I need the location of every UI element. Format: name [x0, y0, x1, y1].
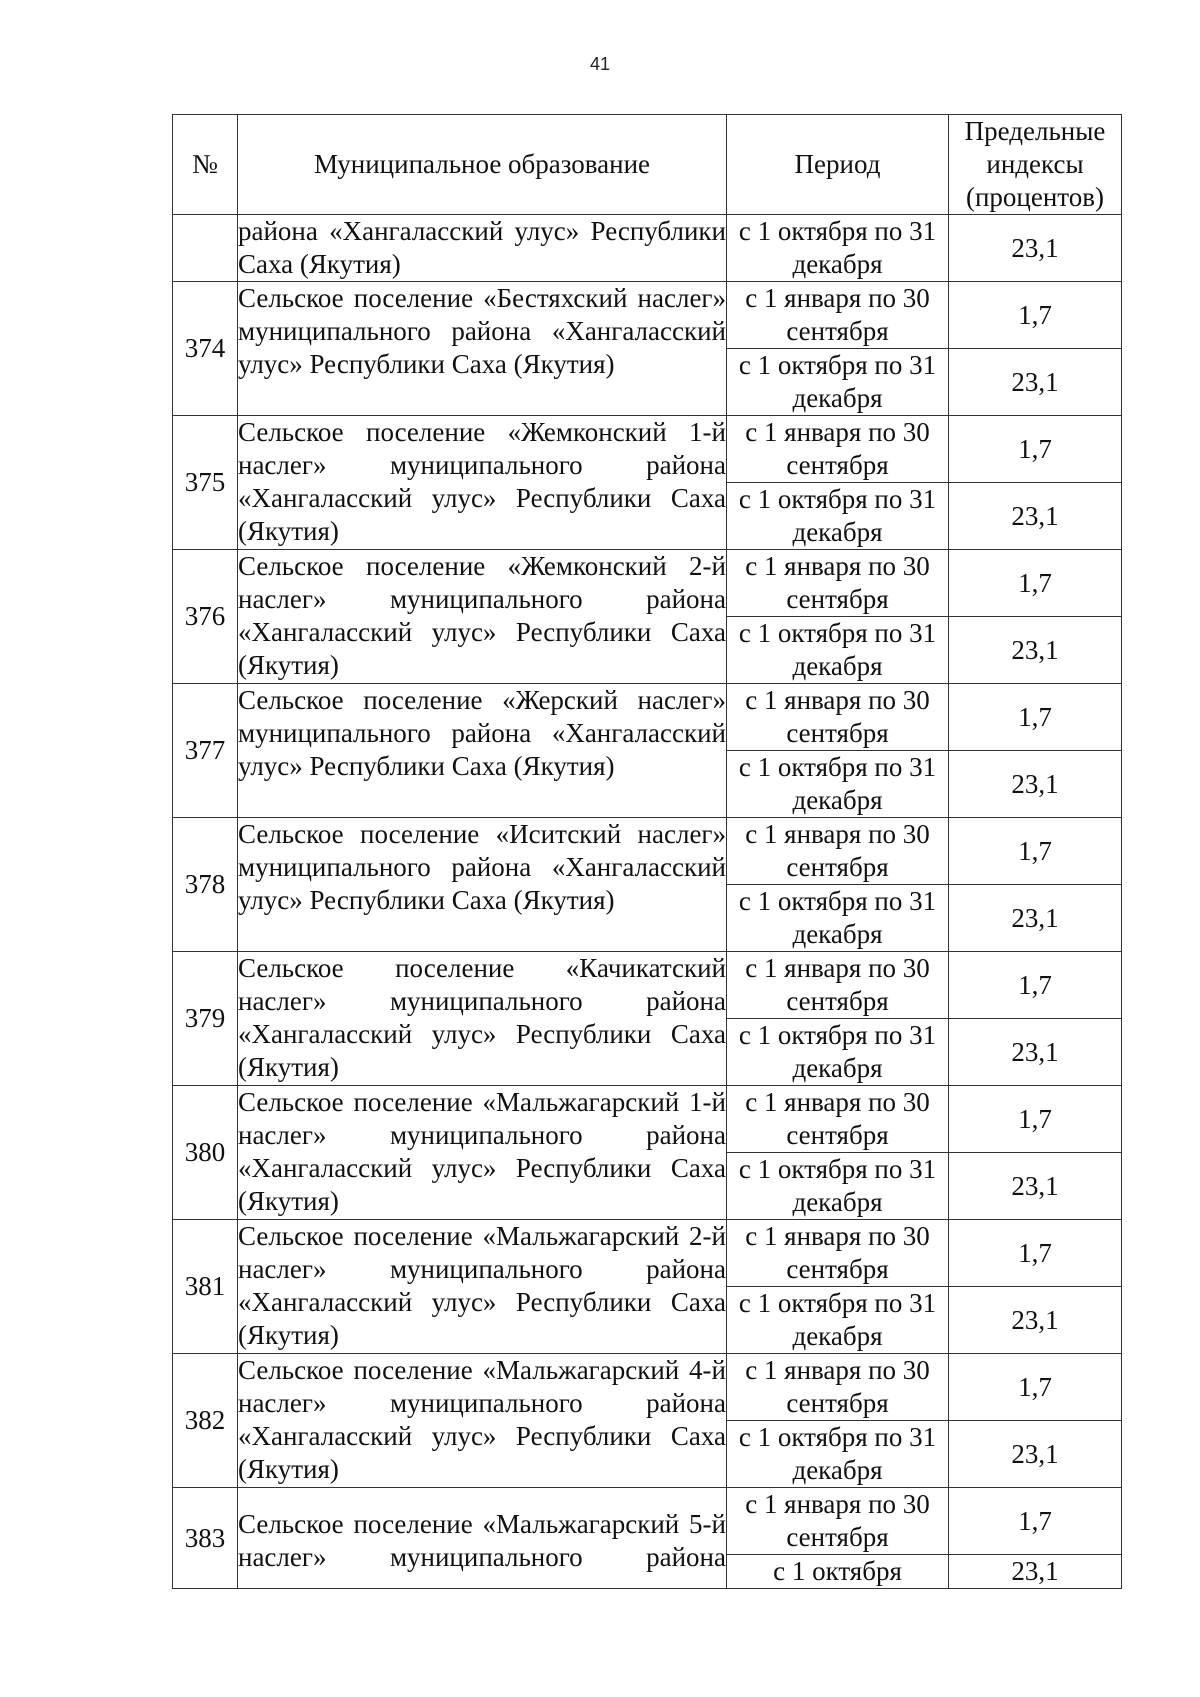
period-cell: с 1 октября по 31 декабря: [727, 1421, 949, 1488]
period-cell: с 1 января по 30 сентября: [727, 818, 949, 885]
period-cell: с 1 октября: [727, 1555, 949, 1589]
index-cell: 23,1: [949, 1287, 1122, 1354]
header-period: Период: [727, 115, 949, 215]
period-cell: с 1 октября по 31 декабря: [727, 1287, 949, 1354]
period-cell: с 1 октября по 31 декабря: [727, 483, 949, 550]
index-cell: 1,7: [949, 416, 1122, 483]
period-cell: с 1 октября по 31 декабря: [727, 885, 949, 952]
header-number: №: [173, 115, 238, 215]
index-cell: 23,1: [949, 1019, 1122, 1086]
index-cell: 23,1: [949, 349, 1122, 416]
index-cell: 1,7: [949, 684, 1122, 751]
index-cell: 1,7: [949, 952, 1122, 1019]
row-number: 381: [173, 1220, 238, 1354]
page-number: 41: [589, 54, 611, 74]
index-cell: 23,1: [949, 1421, 1122, 1488]
period-cell: с 1 октября по 31 декабря: [727, 1153, 949, 1220]
municipality-cell: Сельское поселение «Мальжагарский 1-й наслег» муниципального района «Хангаласский улус» Республики Саха (Якутия): [238, 1086, 727, 1220]
row-number: 375: [173, 416, 238, 550]
municipality-cell: Сельское поселение «Жемконский 2-й наслег» муниципального района «Хангаласский улус» Республики Саха (Якутия): [238, 550, 727, 684]
row-number: 380: [173, 1086, 238, 1220]
header-index: Предельные индексы (процентов): [949, 115, 1122, 215]
municipality-cell: Сельское поселение «Мальжагарский 4-й наслег» муниципального района «Хангаласский улус» Республики Саха (Якутия): [238, 1354, 727, 1488]
table-row: [173, 550, 1122, 617]
row-number: 376: [173, 550, 238, 684]
row-number: 377: [173, 684, 238, 818]
index-cell: 23,1: [949, 751, 1122, 818]
municipality-cell: Сельское поселение «Иситский наслег» муниципального района «Хангаласский улус» Республики Саха (Якутия): [238, 818, 727, 952]
index-cell: 1,7: [949, 282, 1122, 349]
table-row: [173, 282, 1122, 349]
municipality-cell: Сельское поселение «Жемконский 1-й наслег» муниципального района «Хангаласский улус» Республики Саха (Якутия): [238, 416, 727, 550]
period-cell: с 1 января по 30 сентября: [727, 1086, 949, 1153]
index-cell: 23,1: [949, 1153, 1122, 1220]
table-row: [173, 952, 1122, 1019]
period-cell: с 1 октября по 31 декабря: [727, 617, 949, 684]
period-cell: с 1 января по 30 сентября: [727, 416, 949, 483]
index-cell: 1,7: [949, 1086, 1122, 1153]
row-number: 374: [173, 282, 238, 416]
table-row: [173, 1354, 1122, 1421]
index-cell: 23,1: [949, 885, 1122, 952]
period-cell: с 1 октября по 31 декабря: [727, 1019, 949, 1086]
municipality-cell: района «Хангаласский улус» Республики Саха (Якутия): [238, 215, 727, 282]
header-municipality: Муниципальное образование: [238, 115, 727, 215]
period-cell: с 1 января по 30 сентября: [727, 1354, 949, 1421]
index-cell: 23,1: [949, 215, 1122, 282]
row-number: 379: [173, 952, 238, 1086]
index-cell: 23,1: [949, 617, 1122, 684]
continuation-row: [173, 215, 1122, 282]
table-row: [173, 1086, 1122, 1153]
table-row: [173, 684, 1122, 751]
municipality-cell: Сельское поселение «Мальжагарский 2-й наслег» муниципального района «Хангаласский улус» Республики Саха (Якутия): [238, 1220, 727, 1354]
index-cell: 1,7: [949, 818, 1122, 885]
table-row: [173, 1220, 1122, 1287]
municipality-cell: Сельское поселение «Жерский наслег» муниципального района «Хангаласский улус» Республики Саха (Якутия): [238, 684, 727, 818]
row-number: 378: [173, 818, 238, 952]
period-cell: с 1 января по 30 сентября: [727, 282, 949, 349]
table-row: [173, 818, 1122, 885]
row-number: [173, 215, 238, 282]
row-number: 383: [173, 1488, 238, 1589]
table-row: [173, 1488, 1122, 1555]
period-cell: с 1 января по 30 сентября: [727, 550, 949, 617]
period-cell: с 1 октября по 31 декабря: [727, 751, 949, 818]
row-number: 382: [173, 1354, 238, 1488]
table-header-row: [173, 115, 1122, 215]
index-cell: 1,7: [949, 1488, 1122, 1555]
index-cell: 1,7: [949, 1354, 1122, 1421]
period-cell: с 1 января по 30 сентября: [727, 1220, 949, 1287]
table-row: [173, 416, 1122, 483]
period-cell: с 1 января по 30 сентября: [727, 684, 949, 751]
index-cell: 1,7: [949, 550, 1122, 617]
tariff-index-table: [172, 114, 1122, 1589]
municipality-cell: Сельское поселение «Качикатский наслег» муниципального района «Хангаласский улус» Республики Саха (Якутия): [238, 952, 727, 1086]
index-cell: 23,1: [949, 483, 1122, 550]
index-cell: 1,7: [949, 1220, 1122, 1287]
period-cell: с 1 января по 30 сентября: [727, 952, 949, 1019]
municipality-cell: Сельское поселение «Мальжагарский 5-й наслег» муниципального района: [238, 1488, 727, 1589]
period-cell: с 1 октября по 31 декабря: [727, 215, 949, 282]
period-cell: с 1 января по 30 сентября: [727, 1488, 949, 1555]
index-cell: 23,1: [949, 1555, 1122, 1589]
period-cell: с 1 октября по 31 декабря: [727, 349, 949, 416]
municipality-cell: Сельское поселение «Бестяхский наслег» муниципального района «Хангаласский улус» Республики Саха (Якутия): [238, 282, 727, 416]
